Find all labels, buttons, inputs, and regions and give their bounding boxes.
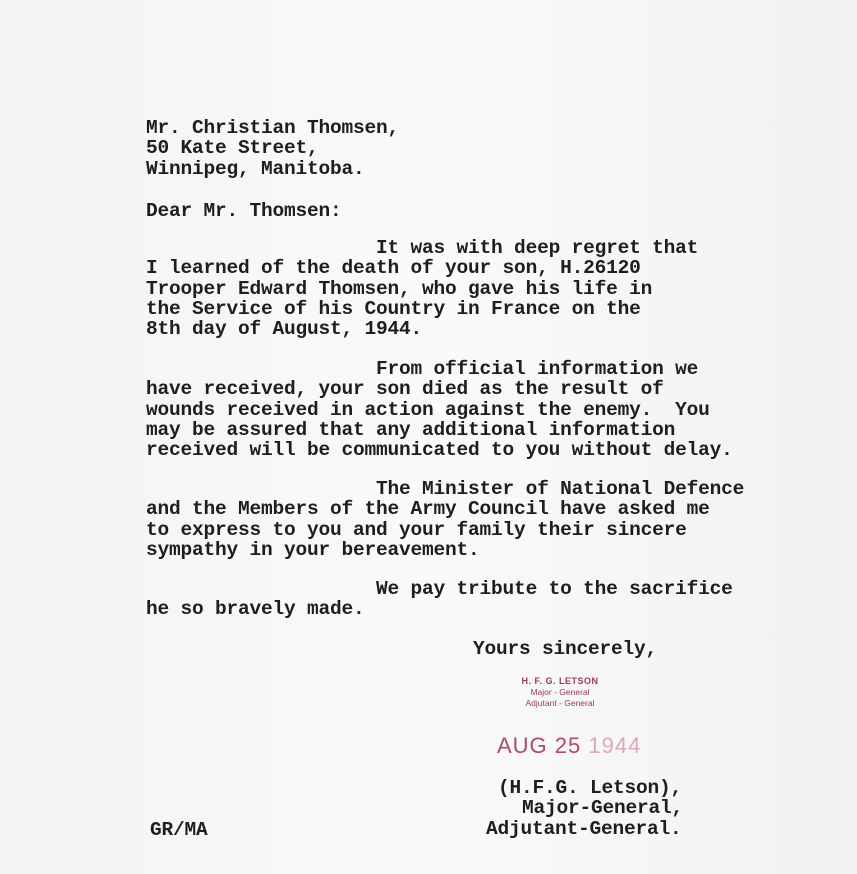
text-line: The Minister of National Defence: [146, 478, 745, 500]
stamp-name: H. F. G. LETSON: [521, 676, 599, 686]
recipient-address: [146, 118, 399, 179]
text-line: From official information we: [146, 358, 699, 380]
paragraph-4: [146, 579, 733, 620]
text-line: We pay tribute to the sacrifice: [146, 578, 733, 600]
stamp-rank: Major - General: [530, 687, 590, 697]
paragraph-3: [146, 479, 744, 560]
text-line: wounds received in action against the enemy. You: [146, 398, 710, 421]
paragraph-2: [146, 359, 733, 460]
text-line: the Service of his Country in France on the: [146, 297, 641, 320]
salutation: Dear Mr. Thomsen:: [146, 200, 342, 222]
text-line: received will be communicated to you without delay.: [146, 439, 733, 462]
signature-line: Major-General,: [522, 797, 684, 820]
text-line: may be assured that any additional information: [146, 418, 676, 441]
reference-initials: GR/MA: [150, 819, 208, 841]
paragraph-1: [146, 238, 698, 339]
text-line: have received, your son died as the result of: [146, 378, 664, 401]
closing: Yours sincerely,: [473, 638, 658, 660]
text-line: to express to you and your family their sincere: [146, 518, 687, 541]
signature-line: (H.F.G. Letson),: [498, 777, 683, 799]
text-line: 8th day of August, 1944.: [146, 318, 423, 341]
signature-line: Adjutant-General.: [486, 817, 682, 840]
text-line: It was with deep regret that: [146, 237, 699, 259]
text-line: and the Members of the Army Council have asked me: [146, 498, 710, 521]
text-line: he so bravely made.: [146, 598, 365, 621]
date-stamp-day: AUG 25: [497, 733, 582, 758]
stamp-title: Adjutant - General: [525, 698, 595, 708]
address-line: Mr. Christian Thomsen,: [146, 117, 400, 139]
date-stamp: [497, 733, 641, 759]
text-line: I learned of the death of your son, H.26120: [146, 257, 641, 280]
date-stamp-year: 1944: [588, 733, 642, 758]
text-line: sympathy in your bereavement.: [146, 538, 480, 561]
address-line: Winnipeg, Manitoba.: [146, 157, 365, 180]
signature-block: [486, 778, 683, 839]
address-line: 50 Kate Street,: [146, 137, 319, 160]
signature-stamp: [505, 676, 615, 709]
text-line: Trooper Edward Thomsen, who gave his life in: [146, 277, 653, 300]
